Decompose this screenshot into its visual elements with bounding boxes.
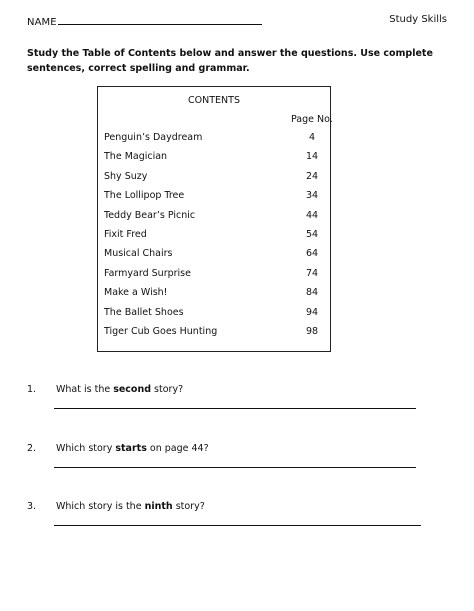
toc-entry-page: 84 xyxy=(305,287,319,299)
instructions: Study the Table of Contents below and answer the questions. Use complete sentences, correct spelling and grammar. xyxy=(27,48,433,74)
toc-entry-page: 54 xyxy=(305,229,319,240)
toc-entry xyxy=(104,326,326,340)
answer-line[interactable] xyxy=(54,467,416,468)
toc-entry-page: 94 xyxy=(305,306,319,318)
table-of-contents xyxy=(97,86,331,352)
toc-entry-page: 74 xyxy=(305,267,319,279)
toc-entry xyxy=(104,268,326,282)
question-2 xyxy=(27,443,447,483)
toc-entry xyxy=(104,248,326,262)
question-number: 1. xyxy=(27,384,37,395)
question-1 xyxy=(27,384,447,424)
toc-entry-title: The Ballet Shoes xyxy=(104,306,184,318)
toc-entry-title: Musical Chairs xyxy=(104,248,173,260)
toc-page-header: Page No. xyxy=(291,114,333,125)
name-label: NAME xyxy=(27,17,57,28)
question-number: 3. xyxy=(27,501,37,512)
subject-label: Study Skills xyxy=(389,14,447,25)
toc-entry-page: 64 xyxy=(305,248,319,260)
toc-entry-title: The Lollipop Tree xyxy=(104,190,185,202)
question-keyword: second xyxy=(113,384,152,395)
toc-entry-title: Penguin’s Daydream xyxy=(104,132,203,143)
toc-entry-page: 34 xyxy=(305,190,319,202)
answer-line[interactable] xyxy=(54,525,421,526)
question-text: Which story starts on page 44? xyxy=(56,443,209,454)
question-keyword: ninth xyxy=(144,501,173,512)
toc-entry xyxy=(104,132,326,146)
name-blank-line[interactable] xyxy=(58,14,262,25)
question-text: Which story is the ninth story? xyxy=(56,501,205,512)
toc-entry xyxy=(104,229,326,243)
toc-entry-page: 14 xyxy=(305,151,319,163)
toc-title: CONTENTS xyxy=(188,95,240,106)
toc-entry-page: 98 xyxy=(305,326,319,337)
question-text: What is the second story? xyxy=(56,384,184,395)
toc-entry-title: Farmyard Surprise xyxy=(104,267,191,279)
question-number: 2. xyxy=(27,443,37,454)
toc-entry xyxy=(104,307,326,321)
question-3 xyxy=(27,501,447,541)
question-keyword: starts xyxy=(115,443,147,454)
toc-entry xyxy=(104,287,326,301)
answer-line[interactable] xyxy=(54,408,416,409)
toc-entry-title: Fixit Fred xyxy=(104,229,147,240)
toc-entry-page: 44 xyxy=(305,209,319,221)
toc-entry-title: Teddy Bear’s Picnic xyxy=(104,209,196,221)
toc-entry-page: 24 xyxy=(305,170,319,182)
toc-entry-title: Tiger Cub Goes Hunting xyxy=(104,326,218,337)
toc-entry-title: Make a Wish! xyxy=(104,287,168,299)
toc-entry xyxy=(104,190,326,204)
toc-entry-title: The Magician xyxy=(104,151,168,163)
name-field xyxy=(27,14,262,28)
toc-entry xyxy=(104,171,326,185)
toc-entry-page: 4 xyxy=(308,132,316,143)
toc-entry xyxy=(104,210,326,224)
toc-entry xyxy=(104,151,326,165)
toc-entry-title: Shy Suzy xyxy=(104,170,148,182)
